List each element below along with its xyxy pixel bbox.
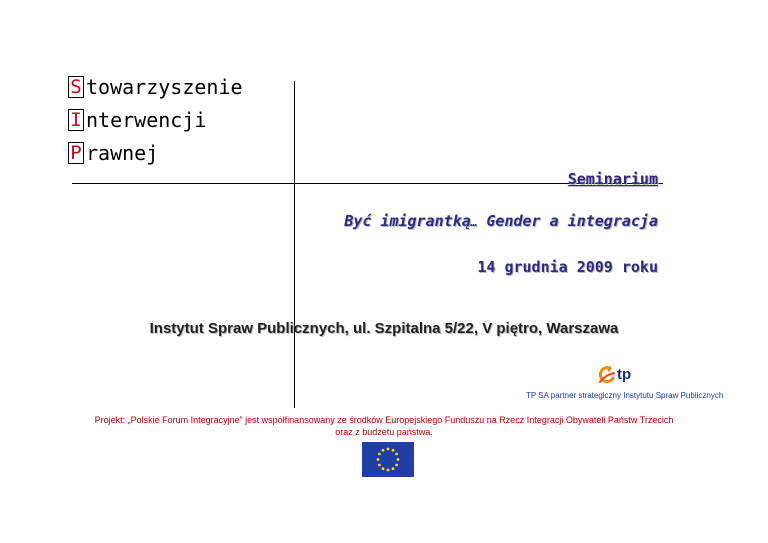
eu-flag-icon bbox=[362, 442, 414, 477]
vertical-divider bbox=[294, 81, 295, 408]
logo-word-2: nterwencji bbox=[86, 108, 207, 132]
tp-swirl-icon bbox=[596, 364, 616, 386]
event-title-part2: Gender a integracja bbox=[477, 212, 658, 230]
logo-word-3: rawnej bbox=[86, 141, 159, 165]
tp-logo-text: tp bbox=[617, 366, 632, 383]
logo-line-1 bbox=[68, 74, 243, 100]
tp-logo bbox=[596, 364, 640, 386]
logo-initial-p: P bbox=[68, 142, 84, 164]
venue-address: Instytut Spraw Publicznych, ul. Szpitalna 5/22, V piętro, Warszawa bbox=[149, 320, 619, 337]
project-line-2: oraz z budżetu państwa. bbox=[335, 427, 433, 437]
event-date: 14 grudnia 2009 roku bbox=[477, 258, 658, 276]
project-line-1: Projekt: „Polskie Forum Integracyjne” jest współfinansowany ze środków Europejskiego Funduszu na Rzecz Integracji Obywateli Państw Trzecich bbox=[94, 415, 674, 425]
logo-line-3 bbox=[68, 140, 158, 166]
logo-initial-s: S bbox=[68, 76, 84, 98]
event-title-ellipsis: … bbox=[470, 216, 478, 229]
logo-initial-i: I bbox=[68, 109, 84, 131]
event-type: Seminarium bbox=[567, 170, 658, 188]
project-funding-note bbox=[0, 414, 768, 438]
sponsor-note: TP SA partner strategiczny Instytutu Spraw Publicznych bbox=[526, 391, 724, 400]
event-title-part1: Być imigrantką bbox=[344, 212, 471, 230]
logo-line-2 bbox=[68, 107, 206, 133]
logo-word-1: towarzyszenie bbox=[86, 75, 243, 99]
event-title bbox=[344, 212, 658, 230]
